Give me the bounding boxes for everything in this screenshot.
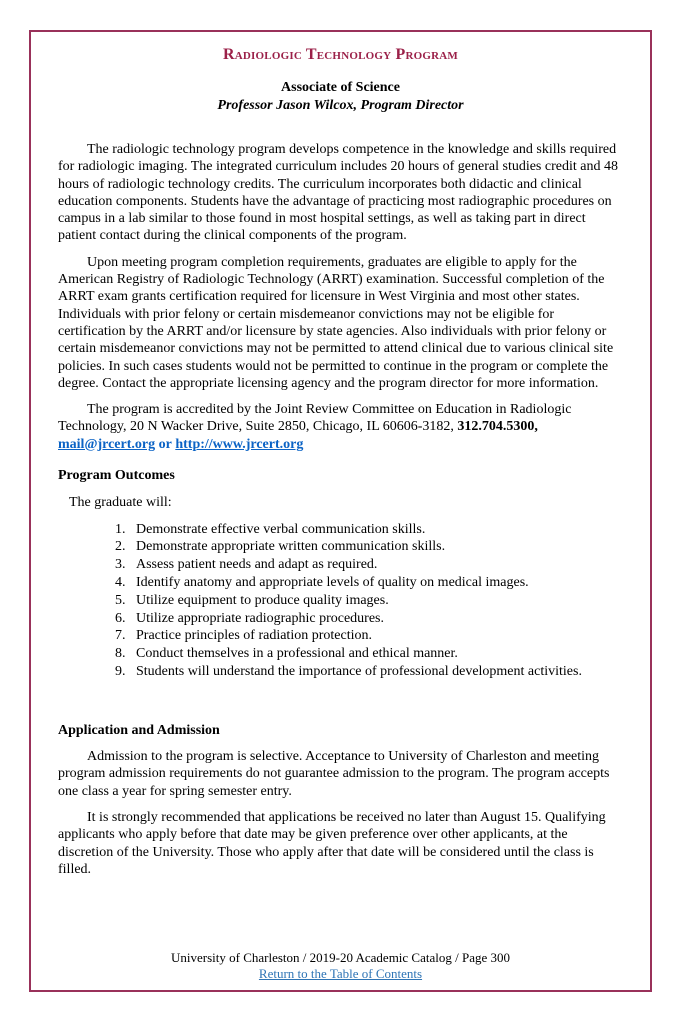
program-director-line: Professor Jason Wilcox, Program Director [217,98,464,113]
catalog-footer-line: University of Charleston / 2019-20 Academic Catalog / Page 300 [170,950,510,965]
accreditation-paragraph [58,401,623,453]
outcome-item: 6. Utilize appropriate radiographic procedures. [129,610,623,628]
jrcert-website-link[interactable]: http://www.jrcert.org [175,436,304,452]
program-outcomes-heading: Program Outcomes [58,468,175,484]
page-footer [58,950,623,982]
outcome-item: 8. Conduct themselves in a professional and ethical manner. [129,645,623,663]
admission-paragraph-2: It is strongly recommended that applications be received no later than August 15. Qualifying applicants who apply before that date may be given preference over other applicants, at the discretion of the University. Those who apply after that date will be considered until the class is filled. [58,810,606,877]
outcomes-intro: The graduate will: [69,495,172,511]
intro-paragraph-2: Upon meeting program completion requirements, graduates are eligible to apply for the American Registry of Radiologic Technology (ARRT) examination. Successful completion of the ARRT exam grants certification required for licensure in West Virginia and most other states. Individuals with prior felony or certain misdemeanor convictions may not be eligible for certification by the ARRT and/or licensure by state agencies. Also individuals with prior felony or certain misdemeanor convictions may not be permitted to attend clinical due to various clinical site policies. In such cases students would not be permitted to continue in the program or complete the degree. Contact the appropriate licensing agency and the program director for more information. [58,254,614,391]
document-body [58,114,623,878]
outcome-item: 3. Assess patient needs and adapt as required. [129,556,623,574]
application-admission-heading: Application and Admission [58,722,220,738]
degree-title: Associate of Science [281,80,400,95]
outcome-item: 2. Demonstrate appropriate written communication skills. [129,538,623,556]
outcome-item: 4. Identify anatomy and appropriate levels of quality on medical images. [129,574,623,592]
outcome-item: 5. Utilize equipment to produce quality images. [129,592,623,610]
admission-paragraph-1: Admission to the program is selective. Acceptance to University of Charleston and meeting program admission requirements do not guarantee admission to the program. The program accepts one class a year for spring semester entry. [58,749,610,799]
outcome-item: 9. Students will understand the importance of professional development activities. [129,663,623,681]
accreditation-phone: 312.704.5300, [457,419,538,435]
outcome-item: 7. Practice principles of radiation protection. [129,627,623,645]
outcomes-list [129,521,623,681]
page-title: Radiologic Technology Program [223,46,458,63]
page-border-frame [29,30,652,992]
intro-paragraph-1: The radiologic technology program develops competence in the knowledge and skills required for radiologic imaging. The integrated curriculum includes 20 hours of general studies credit and 48 hours of radiologic technology credits. The curriculum incorporates both didactic and clinical education components. Students have the advantage of practicing most radiographic procedures on campus in a lab similar to those found in most hospital settings, as well as taking part in direct patient contact during the clinical components of the program. [58,142,618,244]
jrcert-email-link[interactable]: mail@jrcert.org [58,436,156,452]
or-text: or [158,436,172,452]
header-subtitle-block [58,80,623,114]
return-to-toc-link[interactable]: Return to the Table of Contents [258,966,423,981]
outcome-item: 1. Demonstrate effective verbal communication skills. [129,521,623,539]
accreditation-text: The program is accredited by the Joint Review Committee on Education in Radiologic Technology, 20 N Wacker Drive, Suite 2850, Chicago, IL 60606-3182, [58,402,572,435]
